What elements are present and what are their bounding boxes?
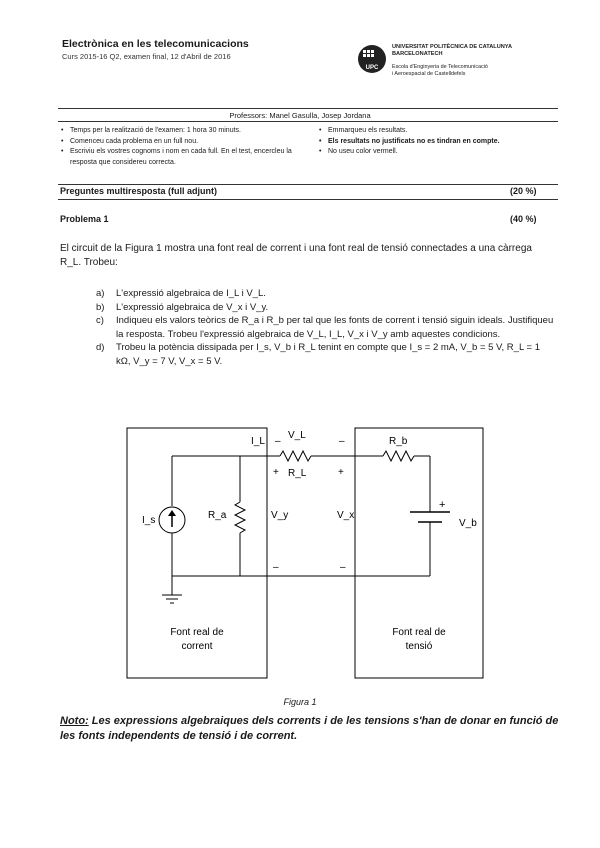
problem-item: d) Trobeu la potència dissipada per I_s, V_b i R_L tenint en compte que I_s = 2 mA, V_b = 5 V, R_L = 1 kΩ, V_y = 7 V, V_x = 5 V. <box>96 342 540 367</box>
instructions-right <box>318 126 558 158</box>
label-Ra: R_a <box>208 510 227 521</box>
section-problem-1-weight: (40 %) <box>510 214 537 224</box>
figure-caption: Figura 1 <box>283 697 317 707</box>
box-label-current: Font real de <box>170 627 224 638</box>
instruction-item: • Comenceu cada problema en un full nou. <box>70 137 310 148</box>
label-minus: – <box>339 436 345 447</box>
problem-items <box>96 287 556 368</box>
divider <box>58 184 558 185</box>
label-minus: – <box>273 562 279 573</box>
divider <box>58 199 558 200</box>
label-Vb: V_b <box>459 518 477 529</box>
label-RL: R_L <box>288 468 307 479</box>
exam-info: Curs 2015-16 Q2, examen final, 12 d'Abril de 2016 <box>62 52 231 61</box>
circuit-figure <box>125 420 485 685</box>
professors: Professors: Manel Gasulla, Josep Jordana <box>229 111 371 120</box>
resistor-Rb <box>383 451 414 461</box>
course-title: Electrònica en les telecomunicacions <box>62 38 249 50</box>
label-Vy: V_y <box>271 510 289 521</box>
divider <box>58 108 558 109</box>
section-multiple-choice-weight: (20 %) <box>510 186 537 196</box>
section-problem-1: Problema 1 <box>60 214 109 224</box>
instruction-item: • Temps per la realització de l'examen: 1 hora 30 minuts. <box>70 126 310 137</box>
problem-item: c) Indiqueu els valors teòrics de R_a i R_b per tal que les fonts de corrent i tensió siguin ideals. Justifiqueu la resposta. Trobeu l'expressió algebraica de V_L, I_L, V_x i V_y amb aquestes condicions. <box>96 315 554 340</box>
label-Rb: R_b <box>389 436 408 447</box>
note-label: Noto: <box>60 715 89 727</box>
label-minus: – <box>275 436 281 447</box>
problem-item: b) L'expressió algebraica de V_x i V_y. <box>96 301 269 313</box>
label-Is: I_s <box>142 515 156 526</box>
box-label-voltage: Font real de <box>392 627 446 638</box>
problem-intro: El circuit de la Figura 1 mostra una font real de corrent i una font real de tensió connectades a una càrrega R_L. Trobeu: <box>60 243 532 268</box>
box-label-current: corrent <box>181 641 213 652</box>
resistor-Ra <box>235 502 245 533</box>
university-name: UNIVERSITAT POLITÈCNICA DE CATALUNYA BARCELONATECH <box>392 44 513 57</box>
instruction-item: • No useu color vermell. <box>328 147 558 158</box>
logo-text: UPC <box>365 65 379 71</box>
problem-item: a) L'expressió algebraica de I_L i V_L. <box>96 288 266 299</box>
instruction-item: • Escriviu els vostres cognoms i nom en cada full. En el test, encercleu la resposta que considereu correcta. <box>70 147 310 168</box>
school-name: Escola d'Enginyeria de Telecomunicació i Aeroespacial de Castelldefels <box>392 64 488 77</box>
section-multiple-choice: Preguntes multiresposta (full adjunt) <box>60 186 218 196</box>
label-plus: + <box>338 467 344 478</box>
instruction-item: • Emmarqueu els resultats. <box>328 126 558 137</box>
note-text: Les expressions algebraiques dels corrents i de les tensions s'han de donar en funció de les fonts independents de tensió i de corrent. <box>60 715 559 742</box>
resistor-RL <box>280 451 311 461</box>
instructions-left <box>60 126 310 168</box>
label-IL: I_L <box>251 436 265 447</box>
note <box>60 714 560 744</box>
label-plus: + <box>439 499 446 511</box>
instruction-item: • Els resultats no justificats no es tindran en compte. <box>328 137 558 148</box>
box-label-voltage: tensió <box>405 641 433 652</box>
label-plus: + <box>273 467 279 478</box>
label-Vx: V_x <box>337 510 355 521</box>
upc-logo <box>357 44 387 74</box>
divider <box>58 121 558 122</box>
label-minus: – <box>340 562 346 573</box>
label-VL: V_L <box>288 430 306 441</box>
